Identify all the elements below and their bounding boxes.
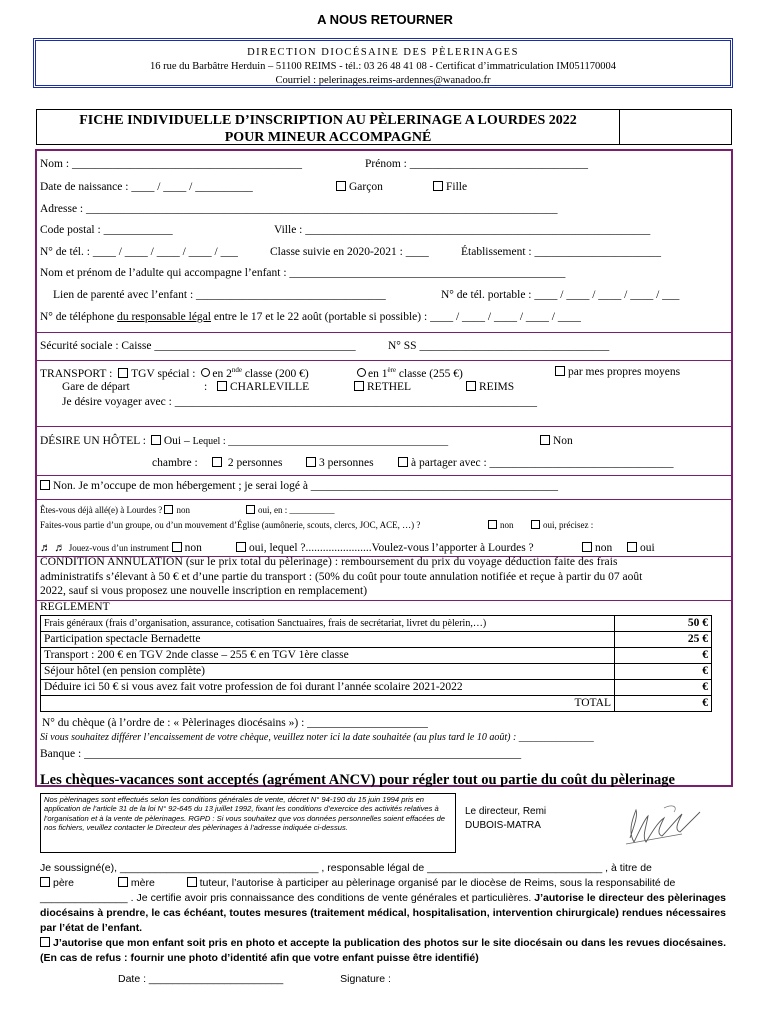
fee-amount[interactable]: € <box>615 680 712 696</box>
table-row <box>41 696 712 712</box>
hotel-non-option[interactable] <box>540 435 573 447</box>
divider <box>35 360 733 361</box>
classe-field[interactable]: Classe suivie en 2020-2021 : ____ <box>270 246 429 258</box>
fee-label: Frais généraux (frais d’organisation, assurance, cotisation Sanctuaires, frais de secrétariat, livret du pèlerin,…) <box>41 616 615 632</box>
transport-label: TRANSPORT : <box>40 367 113 380</box>
tuteur-label: tuteur, l’autorise à participer au pèlerinage organisé par le diocèse de Reims, sous la responsabilité de <box>199 877 676 889</box>
groupe-non-label: non <box>500 520 514 530</box>
mere-checkbox[interactable] <box>118 877 128 887</box>
header-box <box>33 38 733 88</box>
responsable-field[interactable] <box>40 311 581 323</box>
legal-notice: Nos pèlerinages sont effectués selon les conditions générales de vente, décret N° 94-190 du 15 juin 1994 pris en application de l’article 31 de la loi N° 92-645 du 13 juillet 1992, fixant les conditions d’exercice des activités relatives à l’organisation et à la vente de pèlerinages. RGPD : Si vous souhaitez que vos données personnelles soient effacées de nos fichiers, veuillez contacter le Directeur des pèlerinages à l’adresse indiquée ci-dessus. <box>40 793 456 853</box>
director-signature-icon <box>612 796 712 854</box>
ville-field[interactable]: Ville : ____________________________________________________________ <box>274 224 651 236</box>
instrument-non-label: non <box>184 542 202 554</box>
org-email: Courriel : pelerinages.reims-ardennes@wanadoo.fr <box>275 75 491 86</box>
garcon-label: Garçon <box>349 181 383 193</box>
hotel-oui-checkbox[interactable] <box>151 435 161 445</box>
table-row <box>41 616 712 632</box>
bring-non-checkbox[interactable] <box>582 542 592 552</box>
share-label: à partager avec : ________________________________ <box>411 457 674 469</box>
own-means-checkbox[interactable] <box>555 366 565 376</box>
own-means-option[interactable] <box>555 366 680 378</box>
table-row <box>41 648 712 664</box>
charleville-checkbox[interactable] <box>217 381 227 391</box>
groupe-question: Faites-vous partie d’un groupe, ou d’un mouvement d’Église (aumônerie, scouts, clercs, JOC, ACE, …) ? <box>40 520 421 530</box>
first-class-pre: en 1 <box>368 367 388 380</box>
banque-field[interactable]: Banque : ____________________________________________________________________________ <box>40 748 522 760</box>
consent-line2 <box>40 876 726 891</box>
hotel-oui-label: Oui – <box>163 435 190 447</box>
rethel-option[interactable] <box>354 381 411 393</box>
ss-field[interactable]: N° SS _________________________________ <box>388 340 610 352</box>
groupe-non-option[interactable] <box>488 520 514 530</box>
fille-checkbox[interactable] <box>433 181 443 191</box>
annulation-line1: CONDITION ANNULATION (sur le prix total du pèlerinage) : remboursement du prix du voyage déduction faite des frais <box>40 556 618 568</box>
hotel-label: DÉSIRE UN HÔTEL : <box>40 435 146 447</box>
fee-amount[interactable]: 25 € <box>615 632 712 648</box>
own-lodging-label: Non. Je m’occupe de mon hébergement ; je serai logé à ___________________________________________ <box>53 480 559 492</box>
groupe-oui-checkbox[interactable] <box>531 520 540 529</box>
bring-oui-label: oui <box>640 542 655 554</box>
page-heading: A NOUS RETOURNER <box>317 12 453 27</box>
tgv-label: TGV spécial : <box>131 367 196 380</box>
lourdes-oui-label: oui, en : __________ <box>258 505 335 515</box>
pere-label: père <box>53 877 75 889</box>
hotel-non-label: Non <box>553 435 573 447</box>
own-lodging-option[interactable] <box>40 480 558 492</box>
own-means-label: par mes propres moyens <box>568 366 681 378</box>
rethel-label: RETHEL <box>367 381 412 393</box>
two-persons-option[interactable] <box>212 457 283 469</box>
form-title <box>36 109 620 145</box>
resp-post: entre le 17 et le 22 août (portable si possible) : ____ / ____ / ____ / ____ / ____ <box>213 311 581 323</box>
charleville-label: CHARLEVILLE <box>230 381 310 393</box>
divider <box>35 332 733 333</box>
reims-checkbox[interactable] <box>466 381 476 391</box>
photo-consent-label: J’autorise que mon enfant soit pris en photo et accepte la publication des photos sur le site diocésain ou dans les revues diocésaines. (En cas de refus : fournir une photo d’identité afin que votre enfant puisse être identifié) <box>40 937 726 964</box>
bring-oui-option[interactable] <box>627 542 655 554</box>
lourdes-non-checkbox[interactable] <box>164 505 173 514</box>
groupe-non-checkbox[interactable] <box>488 520 497 529</box>
fee-amount[interactable]: 50 € <box>615 616 712 632</box>
consent-certify: _______________ . Je certifie avoir pris connaissance des conditions de vente générales et particulières. <box>40 892 532 904</box>
consent-medical: J’autorise le directeur des pèlerinages diocésains à prendre, le cas échéant, toutes mesures (traitement médical, hospitalisation, intervention chirurgicale) rendues nécessaires par l’état de l’enfant. <box>40 892 727 934</box>
adulte-field[interactable]: Nom et prénom de l’adulte qui accompagne l’enfant : ________________________________________________ <box>40 267 566 279</box>
gare-label: Gare de départ <box>62 381 130 393</box>
instrument-oui-option[interactable] <box>236 542 534 554</box>
signature-field[interactable]: Signature : <box>340 973 391 985</box>
cheque-number-field[interactable]: N° du chèque (à l’ordre de : « Pèlerinages diocésains ») : _____________________ <box>42 717 428 729</box>
share-option[interactable] <box>398 457 674 469</box>
tgv-checkbox[interactable] <box>118 368 128 378</box>
groupe-oui-option[interactable] <box>531 520 593 530</box>
instrument-oui-checkbox[interactable] <box>236 542 246 552</box>
charleville-option[interactable] <box>217 381 309 393</box>
consent-line1[interactable]: Je soussigné(e), __________________________________ , responsable légal de ______________________________ , à titre de <box>40 862 652 874</box>
adresse-field[interactable]: Adresse : __________________________________________________________________________________ <box>40 203 558 215</box>
title-side-box <box>619 109 732 145</box>
reglement-title: REGLEMENT <box>40 601 110 613</box>
lourdes-oui-option[interactable] <box>246 505 335 515</box>
annulation-line2: administratifs s’élevant à 50 € et d’une partie du transport : (50% du coût pour toute annulation notifiée et reçue à partir du 07 août <box>40 571 643 583</box>
two-persons-checkbox[interactable] <box>212 457 222 467</box>
gare-colon: : <box>204 381 208 393</box>
instrument-non-checkbox[interactable] <box>172 542 182 552</box>
rethel-checkbox[interactable] <box>354 381 364 391</box>
divider <box>35 499 733 500</box>
mere-label: mère <box>130 877 155 889</box>
garcon-checkbox[interactable] <box>336 181 346 191</box>
fee-label: Participation spectacle Bernadette <box>41 632 615 648</box>
total-amount[interactable]: € <box>615 696 712 712</box>
portable-field[interactable]: N° de tél. portable : ____ / ____ / ____ / ____ / ___ <box>441 289 680 301</box>
consent-section <box>40 861 726 987</box>
reims-option[interactable] <box>466 381 514 393</box>
fee-label: Déduire ici 50 € si vous avez fait votre profession de foi durant l’année scolaire 2021-2022 <box>41 680 615 696</box>
divider <box>35 600 733 601</box>
music-note-icon: ♬ ♬ <box>40 542 66 554</box>
bring-non-option[interactable] <box>582 542 612 554</box>
fille-label: Fille <box>446 181 468 193</box>
first-class-option[interactable] <box>357 366 463 380</box>
org-address: 16 rue du Barbâtre Herduin – 51100 REIMS - tél.: 03 26 48 41 08 - Certificat d’immatriculation IM051170004 <box>149 61 617 72</box>
tuteur-checkbox[interactable] <box>187 877 197 887</box>
lourdes-oui-checkbox[interactable] <box>246 505 255 514</box>
form-title-line1: FICHE INDIVIDUELLE D’INSCRIPTION AU PÈLERINAGE A LOURDES 2022 <box>79 113 577 128</box>
instrument-oui-label: oui, lequel ?.......................Voulez-vous l’apporter à Lourdes ? <box>249 542 534 554</box>
lourdes-non-label: non <box>176 505 190 515</box>
resp-underlined: du responsable légal <box>117 311 211 323</box>
chambre-label: chambre : <box>152 457 198 469</box>
hotel-lequel-field[interactable]: Lequel : ____________________________________________ <box>192 436 449 447</box>
three-persons-option[interactable] <box>306 457 374 469</box>
form-title-line2: POUR MINEUR ACCOMPAGNÉ <box>224 130 432 145</box>
fille-option[interactable] <box>433 181 467 193</box>
org-name: DIRECTION DIOCÉSAINE DES PÈLERINAGES <box>247 47 519 58</box>
fee-label: Séjour hôtel (en pension complète) <box>41 664 615 680</box>
lourdes-question: Êtes-vous déjà allé(e) à Lourdes ? <box>40 505 163 515</box>
annulation-line3: 2022, sauf si vous proposez une nouvelle inscription en remplacement) <box>40 585 368 597</box>
two-persons-label: 2 personnes <box>227 457 283 469</box>
reglement-table <box>40 615 712 712</box>
table-row <box>41 680 712 696</box>
own-lodging-checkbox[interactable] <box>40 480 50 490</box>
transport-row <box>40 366 309 380</box>
director-line1: Le directeur, Remi <box>465 806 547 817</box>
hotel-row <box>40 435 448 447</box>
second-class-sup: nde <box>231 366 242 374</box>
resp-pre: N° de téléphone <box>40 311 115 323</box>
instrument-row <box>40 542 202 554</box>
cheques-vacances-note: Les chèques-vacances sont acceptés (agrément ANCV) pour régler tout ou partie du coût du pèlerinage <box>40 772 675 788</box>
fee-amount[interactable]: € <box>615 648 712 664</box>
table-row <box>41 632 712 648</box>
table-row <box>41 664 712 680</box>
photo-checkbox[interactable] <box>40 937 50 947</box>
director-line2: DUBOIS-MATRA <box>465 820 541 831</box>
instrument-question: Jouez-vous d’un instrument <box>68 543 169 553</box>
consent-line3 <box>40 891 726 936</box>
director-block <box>465 805 546 833</box>
second-class-radio[interactable] <box>201 368 210 377</box>
divider <box>35 475 733 476</box>
prenom-field[interactable]: Prénom : _______________________________ <box>365 158 588 170</box>
date-signature-row <box>40 972 726 987</box>
photo-consent <box>40 936 726 966</box>
code-postal-field[interactable]: Code postal : ____________ <box>40 224 173 236</box>
nom-field[interactable]: Nom : ________________________________________ <box>40 158 302 170</box>
three-persons-label: 3 personnes <box>319 457 374 469</box>
tel-field[interactable]: N° de tél. : ____ / ____ / ____ / ____ / ___ <box>40 246 238 258</box>
reims-label: REIMS <box>479 381 515 393</box>
bring-oui-checkbox[interactable] <box>627 542 637 552</box>
date-field[interactable]: Date : _______________________ <box>118 973 284 985</box>
differer-field[interactable]: Si vous souhaitez différer l’encaissement de votre chèque, veuillez noter ici la date souhaitée (au plus tard le 10 août) : _______________ <box>40 732 594 743</box>
fee-label: Transport : 200 € en TGV 2nde classe – 255 € en TGV 1ère classe <box>41 648 615 664</box>
pere-checkbox[interactable] <box>40 877 50 887</box>
secu-field[interactable]: Sécurité sociale : Caisse ___________________________________ <box>40 340 356 352</box>
second-class-post: classe (200 €) <box>244 367 309 380</box>
lourdes-row <box>40 505 190 515</box>
garcon-option[interactable] <box>336 181 383 193</box>
birthdate-field[interactable]: Date de naissance : ____ / ____ / __________ <box>40 181 253 193</box>
voyager-avec-field[interactable]: Je désire voyager avec : _______________________________________________________________ <box>62 396 537 408</box>
total-label: TOTAL <box>41 696 615 712</box>
bring-non-label: non <box>595 542 613 554</box>
lien-field[interactable]: Lien de parenté avec l’enfant : _________________________________ <box>53 289 386 301</box>
divider <box>35 426 733 427</box>
first-class-sup: ère <box>387 366 397 374</box>
hotel-non-checkbox[interactable] <box>540 435 550 445</box>
groupe-oui-label: oui, précisez : <box>543 520 594 530</box>
second-class-pre: en 2 <box>212 367 232 380</box>
first-class-post: classe (255 €) <box>398 367 463 380</box>
first-class-radio[interactable] <box>357 368 366 377</box>
three-persons-checkbox[interactable] <box>306 457 316 467</box>
etablissement-field[interactable]: Établissement : ______________________ <box>461 246 661 258</box>
share-checkbox[interactable] <box>398 457 408 467</box>
fee-amount[interactable]: € <box>615 664 712 680</box>
